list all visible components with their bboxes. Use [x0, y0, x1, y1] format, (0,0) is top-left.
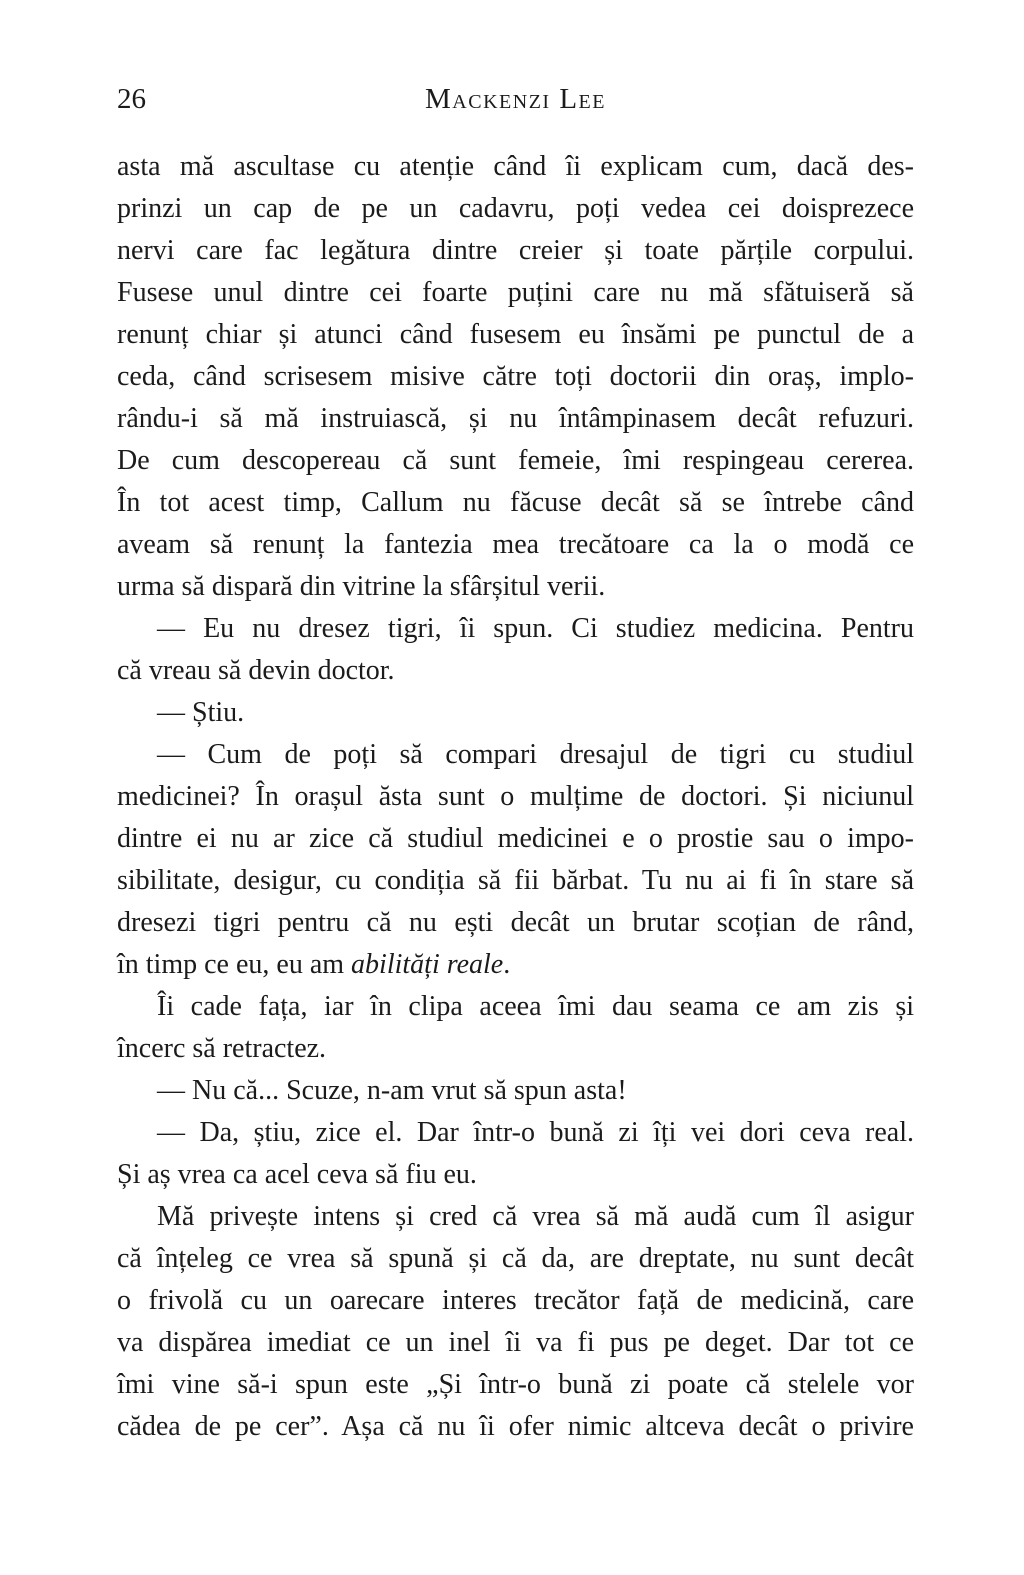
- text-line: [117, 734, 914, 776]
- text-line-content: Fusese unul dintre cei foarte puțini care nu mă sfătuiseră să: [117, 277, 914, 308]
- text-line: [117, 1364, 914, 1406]
- text-line: [117, 902, 914, 944]
- text-line-content: Și aș vrea ca acel ceva să fiu eu.: [117, 1159, 477, 1190]
- text-segment: .: [503, 949, 511, 980]
- text-line: [117, 1112, 914, 1154]
- text-line: [117, 986, 914, 1028]
- text-line-content: cădea de pe cer”. Așa că nu îi ofer nimic altceva decât o privire: [117, 1411, 914, 1442]
- text-line-content: ceda, când scrisesem misive către toți doctorii din oraș, implo-: [117, 361, 914, 392]
- text-line-content: Mă privește intens și cred că vrea să mă audă cum îl asigur: [157, 1201, 914, 1232]
- text-line: [117, 398, 914, 440]
- text-line: [117, 482, 914, 524]
- text-line: [117, 356, 914, 398]
- text-line: [117, 146, 914, 188]
- text-line: [117, 1406, 914, 1448]
- text-line-content: sibilitate, desigur, cu condiția să fii bărbat. Tu nu ai fi în stare să: [117, 865, 914, 896]
- running-header: Mackenzi Lee: [425, 83, 606, 115]
- text-line-content: dresezi tigri pentru că nu ești decât un brutar scoțian de rând,: [117, 907, 914, 938]
- text-line-content: — Da, știu, zice el. Dar într-o bună zi îți vei dori ceva real.: [157, 1117, 914, 1148]
- text-line: [117, 776, 914, 818]
- text-line: [117, 188, 914, 230]
- text-line-content: renunț chiar și atunci când fusesem eu însămi pe punctul de a: [117, 319, 914, 350]
- text-line: [117, 440, 914, 482]
- text-segment: în timp ce eu, eu am: [117, 949, 352, 980]
- text-line-content: [117, 949, 510, 980]
- text-line-content: — Cum de poți să compari dresajul de tigri cu studiul: [157, 739, 914, 770]
- text-line-content: că înțeleg ce vrea să spună și că da, are dreptate, nu sunt decât: [117, 1243, 914, 1274]
- text-line-content: o frivolă cu un oarecare interes trecător față de medicină, care: [117, 1285, 914, 1316]
- text-line: [117, 566, 914, 608]
- emphasized-text: abilități reale: [351, 949, 504, 980]
- text-line-content: medicinei? În orașul ăsta sunt o mulțime de doctori. Și niciunul: [117, 781, 914, 812]
- text-line: [117, 1070, 914, 1112]
- body-text: [117, 146, 914, 1448]
- text-line-content: — Nu că... Scuze, n-am vrut să spun asta!: [157, 1075, 627, 1106]
- text-line: [117, 818, 914, 860]
- text-line: [117, 944, 914, 986]
- text-line-content: urma să dispară din vitrine la sfârșitul verii.: [117, 571, 606, 602]
- text-line: [117, 230, 914, 272]
- text-line-content: că vreau să devin doctor.: [117, 655, 395, 686]
- text-line: [117, 1238, 914, 1280]
- text-line: [117, 1280, 914, 1322]
- text-line-content: dintre ei nu ar zice că studiul medicinei e o prostie sau o impo-: [117, 823, 914, 854]
- text-line-content: încerc să retractez.: [117, 1033, 327, 1064]
- text-line: [117, 692, 914, 734]
- text-line-content: asta mă ascultase cu atenție când îi explicam cum, dacă des-: [117, 151, 914, 182]
- text-line-content: — Știu.: [157, 697, 245, 728]
- text-line-content: De cum descopereau că sunt femeie, îmi respingeau cererea.: [117, 445, 914, 476]
- text-line: [117, 1154, 914, 1196]
- text-line: [117, 1028, 914, 1070]
- text-line-content: rându-i să mă instruiască, și nu întâmpinasem decât refuzuri.: [117, 403, 914, 434]
- text-line-content: — Eu nu dresez tigri, îi spun. Ci studiez medicina. Pentru: [157, 613, 914, 644]
- page-number: 26: [117, 83, 146, 115]
- text-line-content: În tot acest timp, Callum nu făcuse decât să se întrebe când: [117, 487, 914, 518]
- text-line: [117, 314, 914, 356]
- text-line-content: prinzi un cap de pe un cadavru, poți vedea cei doisprezece: [117, 193, 914, 224]
- text-line: [117, 272, 914, 314]
- text-line-content: îmi vine să-i spun este „Și într-o bună zi poate că stelele vor: [117, 1369, 914, 1400]
- text-line: [117, 860, 914, 902]
- text-line-content: Îi cade fața, iar în clipa aceea îmi dau seama ce am zis și: [157, 991, 914, 1022]
- text-line-content: va dispărea imediat ce un inel îi va fi pus pe deget. Dar tot ce: [117, 1327, 914, 1358]
- text-line: [117, 1322, 914, 1364]
- text-line: [117, 650, 914, 692]
- text-line: [117, 608, 914, 650]
- text-line-content: aveam să renunț la fantezia mea trecătoare ca la o modă ce: [117, 529, 914, 560]
- text-line: [117, 524, 914, 566]
- text-line: [117, 1196, 914, 1238]
- text-line-content: nervi care fac legătura dintre creier și toate părțile corpului.: [117, 235, 914, 266]
